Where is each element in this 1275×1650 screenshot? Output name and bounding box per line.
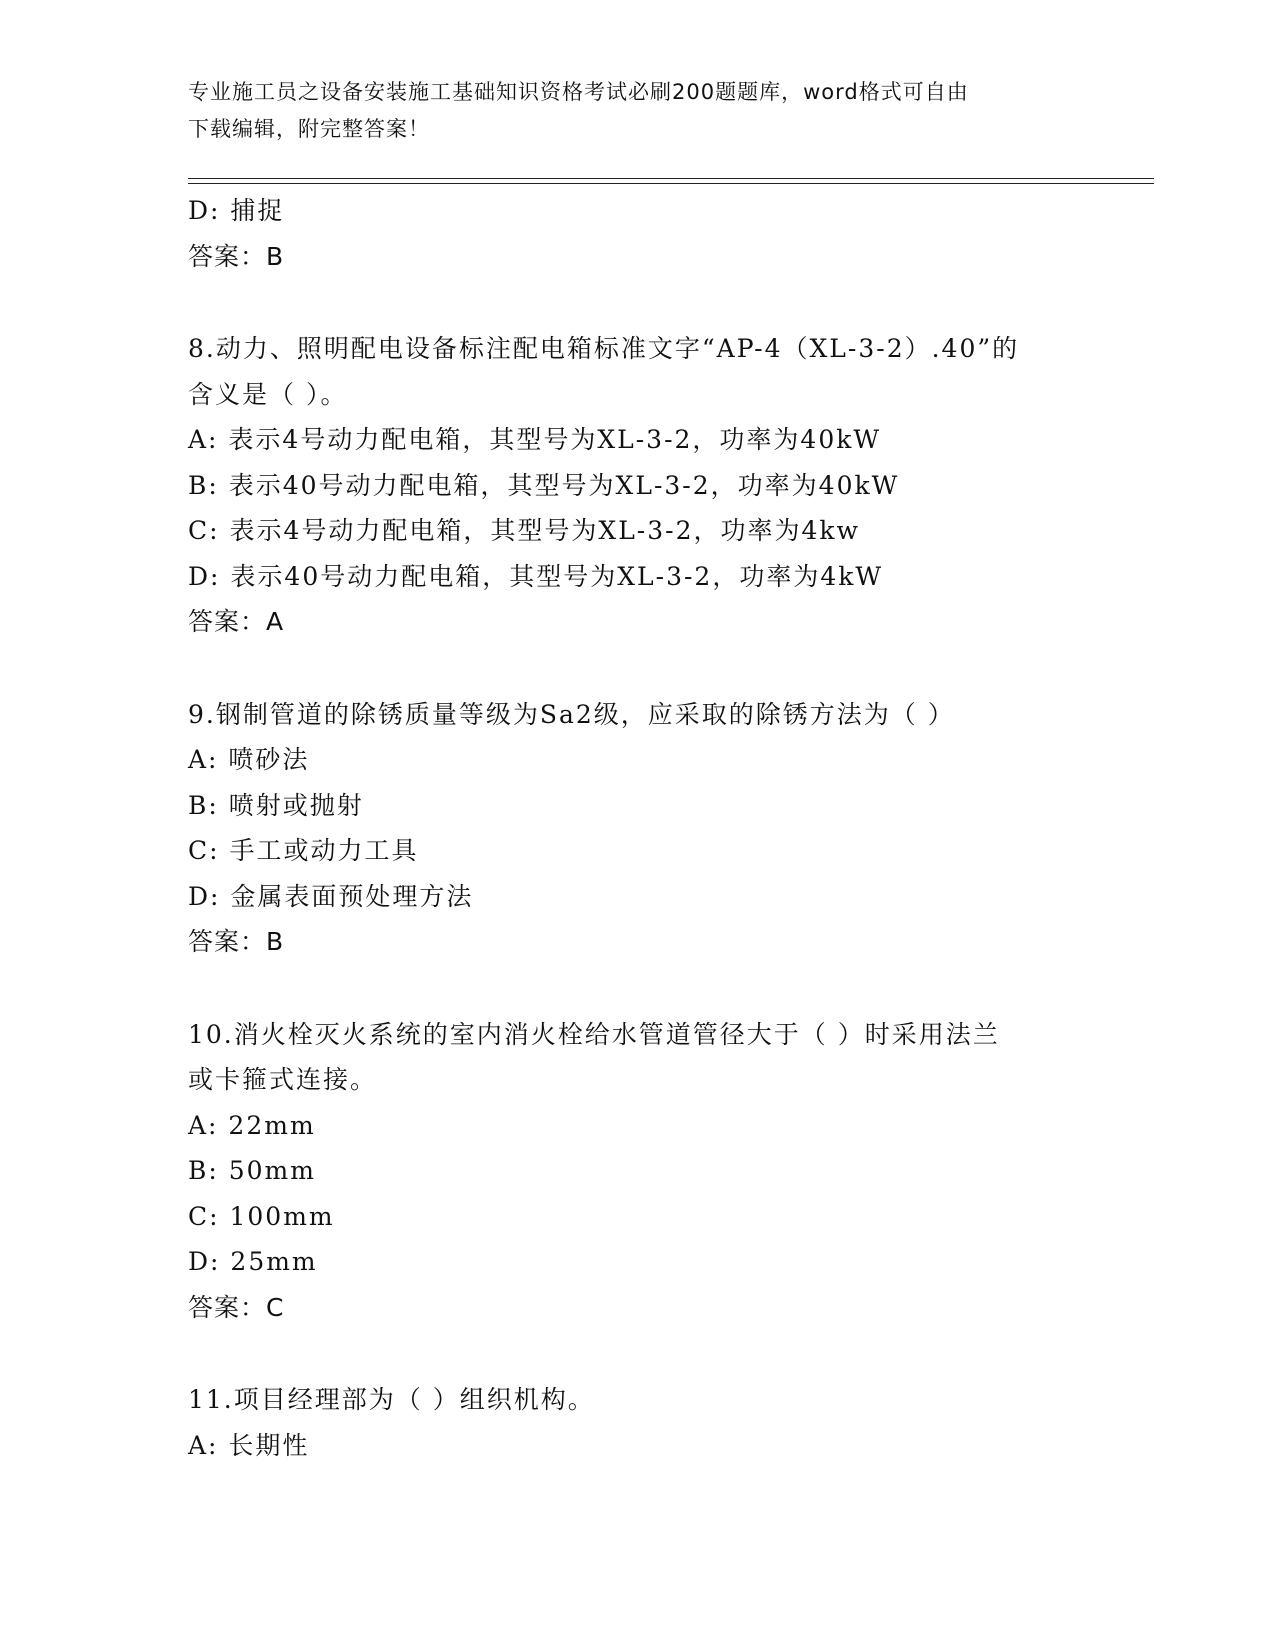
question-9 xyxy=(188,692,1148,965)
option-d: D: 表示40号动力配电箱，其型号为XL-3-2，功率为4kW xyxy=(188,561,884,591)
header-divider-bottom xyxy=(188,183,1154,184)
option-b: B: 喷射或抛射 xyxy=(188,790,364,820)
question-stem-line: 11.项目经理部为（ ）组织机构。 xyxy=(188,1385,595,1414)
option-a: A: 长期性 xyxy=(188,1430,310,1460)
question-stem-line: 或卡箍式连接。 xyxy=(188,1065,378,1094)
question-11 xyxy=(188,1377,1148,1468)
answer: 答案：A xyxy=(188,607,285,636)
question-10 xyxy=(188,1012,1148,1331)
option-d-q7: D: 捕捉 xyxy=(188,196,285,225)
answer: 答案：C xyxy=(188,1292,285,1322)
option-b: B: 表示40号动力配电箱，其型号为XL-3-2，功率为40kW xyxy=(188,470,900,500)
option-a: A: 表示4号动力配电箱，其型号为XL-3-2，功率为40kW xyxy=(188,425,882,454)
option-a: A: 22mm xyxy=(188,1110,316,1140)
header-line-1: 专业施工员之设备安装施工基础知识资格考试必刷200题题库，word格式可自由 xyxy=(188,80,969,104)
option-c: C: 表示4号动力配电箱，其型号为XL-3-2，功率为4kw xyxy=(188,516,860,545)
question-stem-line: 8.动力、照明配电设备标注配电箱标准文字“AP-4（XL-3-2）.40”的 xyxy=(188,334,1020,363)
question-list xyxy=(188,188,1148,1468)
question-stem-line: 10.消火栓灭火系统的室内消火栓给水管道管径大于（ ）时采用法兰 xyxy=(188,1019,1000,1049)
question-8 xyxy=(188,326,1148,645)
option-b: B: 50mm xyxy=(188,1156,316,1185)
option-d: D: 25mm xyxy=(188,1247,318,1276)
option-d: D: 金属表面预处理方法 xyxy=(188,881,474,911)
answer: 答案：B xyxy=(188,927,285,956)
question-stem-line: 9.钢制管道的除锈质量等级为Sa2级，应采取的除锈方法为（ ） xyxy=(188,699,955,729)
option-c: C: 手工或动力工具 xyxy=(188,836,419,865)
question-stem-line: 含义是（ ）。 xyxy=(188,379,348,409)
option-c: C: 100mm xyxy=(188,1201,335,1231)
answer-q7: 答案：B xyxy=(188,241,285,271)
option-a: A: 喷砂法 xyxy=(188,745,310,774)
header-line-2: 下载编辑，附完整答案！ xyxy=(188,117,430,141)
document-header xyxy=(188,74,1068,148)
header-divider-top xyxy=(188,178,1154,179)
